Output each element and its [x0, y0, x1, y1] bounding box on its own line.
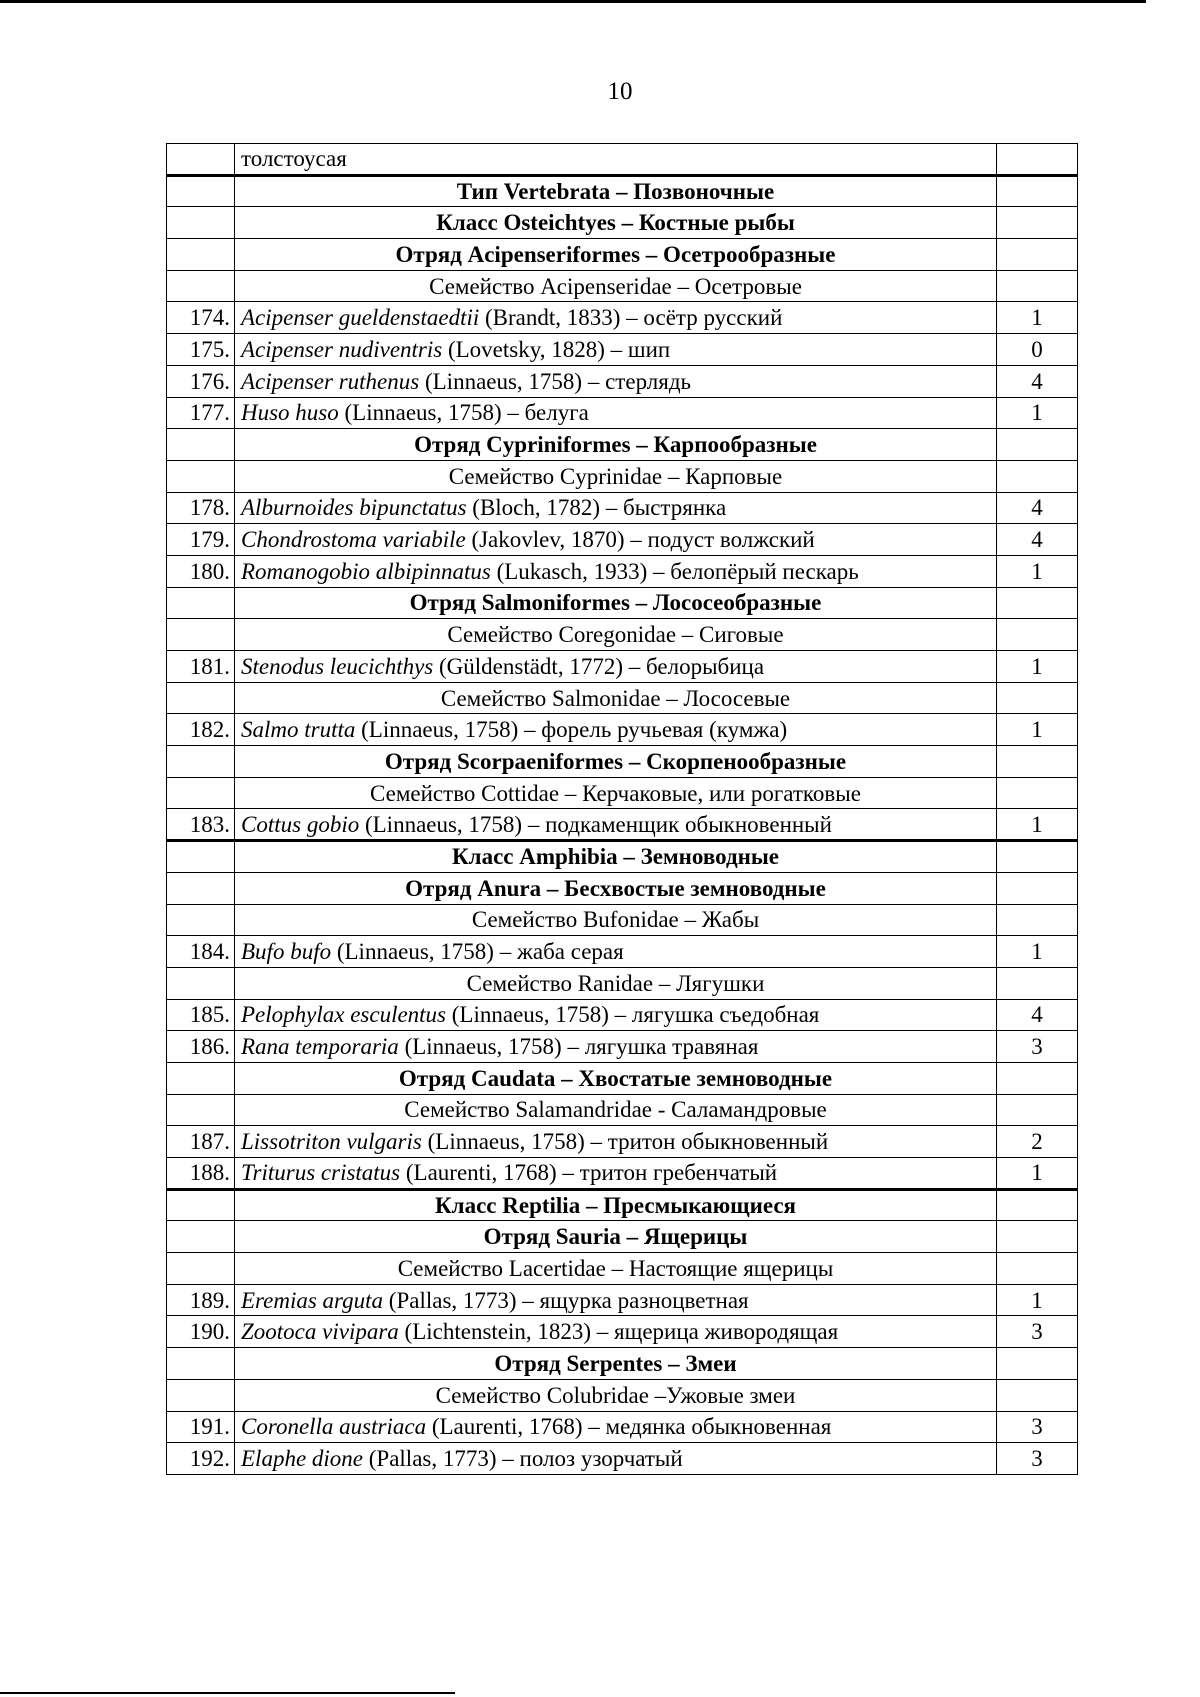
taxon-header: Отряд Salmoniformes – Лососеобразные	[235, 587, 997, 619]
species-author-common-name: (Linnaeus, 1758) – жаба серая	[331, 939, 624, 965]
category-cell	[997, 1379, 1078, 1411]
rarity-category: 3	[997, 1443, 1078, 1475]
taxon-header: Отряд Acipenseriformes – Осетрообразные	[235, 239, 997, 271]
taxon-header: Тип Vertebrata – Позвоночные	[235, 175, 997, 207]
row-number: 183.	[167, 809, 235, 841]
species-row	[167, 809, 1078, 841]
category-cell	[997, 904, 1078, 936]
species-latin-name: Elaphe dione	[241, 1446, 363, 1472]
species-latin-name: Romanogobio albipinnatus	[241, 558, 491, 584]
species-row	[167, 651, 1078, 683]
rarity-category: 1	[997, 936, 1078, 968]
species-author-common-name: (Linnaeus, 1758) – белуга	[338, 400, 589, 426]
species-author-common-name: (Linnaeus, 1758) – лягушка съедобная	[446, 1002, 820, 1028]
row-number: 191.	[167, 1411, 235, 1443]
species-row	[167, 1031, 1078, 1063]
taxon-header-row	[167, 239, 1078, 271]
species-name	[235, 302, 997, 334]
scan-edge-bottom	[0, 1692, 455, 1694]
species-name	[235, 1126, 997, 1158]
category-cell	[997, 239, 1078, 271]
rarity-category: 1	[997, 397, 1078, 429]
category-cell	[997, 144, 1078, 176]
family-header-row	[167, 777, 1078, 809]
category-cell	[997, 1062, 1078, 1094]
rarity-category: 1	[997, 1158, 1078, 1190]
species-row	[167, 1443, 1078, 1475]
family-header: Семейство Ranidae – Лягушки	[235, 967, 997, 999]
species-latin-name: Eremias arguta	[241, 1287, 384, 1313]
rarity-category: 3	[997, 1316, 1078, 1348]
category-cell	[997, 872, 1078, 904]
row-number-cell	[167, 239, 235, 271]
row-number-cell	[167, 777, 235, 809]
taxon-header: Класс Reptilia – Пресмыкающиеся	[235, 1189, 997, 1221]
rarity-category: 4	[997, 492, 1078, 524]
row-number: 175.	[167, 334, 235, 366]
family-header: Семейство Cyprinidae – Карповые	[235, 460, 997, 492]
species-name	[235, 1284, 997, 1316]
species-name	[235, 365, 997, 397]
row-number: 178.	[167, 492, 235, 524]
species-latin-name: Acipenser ruthenus	[241, 368, 420, 394]
species-latin-name: Stenodus leucichthys	[241, 653, 434, 679]
scan-edge-top	[0, 0, 1146, 3]
species-author-common-name: (Brandt, 1833) – осётр русский	[479, 305, 783, 331]
taxon-header: Отряд Serpentes – Змеи	[235, 1348, 997, 1380]
species-author-common-name: (Linnaeus, 1758) – стерлядь	[419, 368, 692, 394]
rarity-category: 1	[997, 651, 1078, 683]
row-number-cell	[167, 175, 235, 207]
row-number: 188.	[167, 1158, 235, 1190]
row-number-cell	[167, 682, 235, 714]
taxon-header-row	[167, 746, 1078, 778]
species-latin-name: Alburnoides bipunctatus	[241, 495, 467, 521]
category-cell	[997, 777, 1078, 809]
species-name	[235, 524, 997, 556]
rarity-category: 0	[997, 334, 1078, 366]
row-number: 180.	[167, 555, 235, 587]
taxon-header: Отряд Cypriniformes – Карпообразные	[235, 429, 997, 461]
family-header: Семейство Coregonidae – Сиговые	[235, 619, 997, 651]
species-author-common-name: (Laurenti, 1768) – тритон гребенчатый	[400, 1160, 778, 1186]
row-number-cell	[167, 1348, 235, 1380]
species-name	[235, 1158, 997, 1190]
family-header-row	[167, 619, 1078, 651]
continuation-row	[167, 144, 1078, 176]
family-header-row	[167, 967, 1078, 999]
category-cell	[997, 619, 1078, 651]
species-author-common-name: (Linnaeus, 1758) – тритон обыкновенный	[421, 1129, 829, 1155]
taxon-header: Класс Osteichtyes – Костные рыбы	[235, 207, 997, 239]
species-name	[235, 1443, 997, 1475]
row-number-cell	[167, 1189, 235, 1221]
species-author-common-name: (Jakovlev, 1870) – подуст волжский	[465, 527, 815, 553]
row-number-cell	[167, 207, 235, 239]
category-cell	[997, 207, 1078, 239]
taxon-header: Класс Amphibia – Земноводные	[235, 841, 997, 873]
species-row	[167, 1126, 1078, 1158]
species-author-common-name: (Lukasch, 1933) – белопёрый пескарь	[490, 558, 859, 584]
family-header-row	[167, 904, 1078, 936]
row-number: 186.	[167, 1031, 235, 1063]
row-number-cell	[167, 619, 235, 651]
category-cell	[997, 1189, 1078, 1221]
family-header: Семейство Salmonidae – Лососевые	[235, 682, 997, 714]
species-row	[167, 524, 1078, 556]
row-number: 190.	[167, 1316, 235, 1348]
family-header-row	[167, 1379, 1078, 1411]
row-number: 187.	[167, 1126, 235, 1158]
species-author-common-name: (Güldenstädt, 1772) – белорыбица	[433, 653, 765, 679]
species-latin-name: Triturus cristatus	[241, 1160, 401, 1186]
family-header-row	[167, 1253, 1078, 1285]
family-header: Семейство Bufonidae – Жабы	[235, 904, 997, 936]
category-cell	[997, 429, 1078, 461]
species-row	[167, 397, 1078, 429]
species-name	[235, 651, 997, 683]
category-cell	[997, 1348, 1078, 1380]
species-latin-name: Rana temporaria	[241, 1034, 399, 1060]
species-latin-name: Acipenser nudiventris	[241, 336, 443, 362]
row-number-cell	[167, 460, 235, 492]
species-row	[167, 302, 1078, 334]
species-latin-name: Pelophylax esculentus	[241, 1002, 447, 1028]
category-cell	[997, 1253, 1078, 1285]
row-number: 174.	[167, 302, 235, 334]
page-number: 10	[607, 78, 633, 105]
species-row	[167, 999, 1078, 1031]
taxon-header: Отряд Scorpaeniformes – Скорпенообразные	[235, 746, 997, 778]
taxon-header-row	[167, 841, 1078, 873]
row-number-cell	[167, 746, 235, 778]
rarity-category: 1	[997, 714, 1078, 746]
taxon-header-row	[167, 207, 1078, 239]
row-number: 184.	[167, 936, 235, 968]
category-cell	[997, 270, 1078, 302]
taxon-header-row	[167, 1189, 1078, 1221]
species-row	[167, 1411, 1078, 1443]
family-header-row	[167, 270, 1078, 302]
species-latin-name: Huso huso	[241, 400, 339, 426]
row-number-cell	[167, 1221, 235, 1253]
species-name	[235, 397, 997, 429]
taxon-header-row	[167, 587, 1078, 619]
continuation-text: толстоусая	[235, 144, 997, 176]
rarity-category: 4	[997, 524, 1078, 556]
species-row	[167, 1284, 1078, 1316]
category-cell	[997, 1221, 1078, 1253]
taxon-header: Отряд Caudata – Хвостатые земноводные	[235, 1062, 997, 1094]
species-name	[235, 1316, 997, 1348]
species-name	[235, 1031, 997, 1063]
family-header-row	[167, 1094, 1078, 1126]
category-cell	[997, 746, 1078, 778]
species-author-common-name: (Pallas, 1773) – полоз узорчатый	[363, 1446, 683, 1472]
category-cell	[997, 460, 1078, 492]
rarity-category: 3	[997, 1031, 1078, 1063]
family-header: Семейство Colubridae –Ужовые змеи	[235, 1379, 997, 1411]
category-cell	[997, 967, 1078, 999]
rarity-category: 1	[997, 555, 1078, 587]
family-header: Семейство Lacertidae – Настоящие ящерицы	[235, 1253, 997, 1285]
row-number-cell	[167, 587, 235, 619]
family-header: Семейство Cottidae – Керчаковые, или рогатковые	[235, 777, 997, 809]
rarity-category: 4	[997, 365, 1078, 397]
family-header-row	[167, 460, 1078, 492]
species-name	[235, 999, 997, 1031]
rarity-category: 3	[997, 1411, 1078, 1443]
species-row	[167, 1158, 1078, 1190]
row-number-cell	[167, 872, 235, 904]
family-header: Семейство Salamandridae - Саламандровые	[235, 1094, 997, 1126]
rarity-category: 1	[997, 302, 1078, 334]
species-row	[167, 555, 1078, 587]
row-number-cell	[167, 904, 235, 936]
species-latin-name: Salmo trutta	[241, 717, 356, 743]
row-number-cell	[167, 967, 235, 999]
taxon-header: Отряд Sauria – Ящерицы	[235, 1221, 997, 1253]
row-number-cell	[167, 1253, 235, 1285]
species-name	[235, 809, 997, 841]
taxon-header-row	[167, 1221, 1078, 1253]
taxon-header-row	[167, 1348, 1078, 1380]
species-row	[167, 714, 1078, 746]
species-author-common-name: (Linnaeus, 1758) – лягушка травяная	[398, 1034, 759, 1060]
rarity-category: 1	[997, 809, 1078, 841]
row-number: 177.	[167, 397, 235, 429]
rarity-category: 4	[997, 999, 1078, 1031]
species-latin-name: Cottus gobio	[241, 811, 360, 837]
row-number: 185.	[167, 999, 235, 1031]
species-name	[235, 492, 997, 524]
family-header: Семейство Acipenseridae – Осетровые	[235, 270, 997, 302]
taxon-header-row	[167, 175, 1078, 207]
rarity-category: 2	[997, 1126, 1078, 1158]
species-author-common-name: (Linnaeus, 1758) – форель ручьевая (кумжа)	[355, 717, 788, 743]
taxon-header: Отряд Anura – Бесхвостые земноводные	[235, 872, 997, 904]
row-number: 189.	[167, 1284, 235, 1316]
row-number-cell	[167, 429, 235, 461]
row-number-cell	[167, 1379, 235, 1411]
taxon-header-row	[167, 872, 1078, 904]
category-cell	[997, 841, 1078, 873]
category-cell	[997, 587, 1078, 619]
species-name	[235, 1411, 997, 1443]
species-author-common-name: (Bloch, 1782) – быстрянка	[466, 495, 727, 521]
species-table-body	[167, 144, 1078, 1475]
row-number: 182.	[167, 714, 235, 746]
species-row	[167, 365, 1078, 397]
species-name	[235, 334, 997, 366]
row-number-cell	[167, 270, 235, 302]
species-author-common-name: (Linnaeus, 1758) – подкаменщик обыкновенный	[359, 811, 832, 837]
category-cell	[997, 682, 1078, 714]
species-author-common-name: (Pallas, 1773) – ящурка разноцветная	[383, 1287, 749, 1313]
species-name	[235, 714, 997, 746]
row-number: 179.	[167, 524, 235, 556]
species-latin-name: Bufo bufo	[241, 939, 332, 965]
species-latin-name: Chondrostoma variabile	[241, 527, 466, 553]
taxon-header-row	[167, 1062, 1078, 1094]
species-name	[235, 936, 997, 968]
row-number: 176.	[167, 365, 235, 397]
family-header-row	[167, 682, 1078, 714]
species-author-common-name: (Lovetsky, 1828) – шип	[442, 336, 671, 362]
species-author-common-name: (Lichtenstein, 1823) – ящерица живородящая	[398, 1319, 839, 1345]
species-name	[235, 555, 997, 587]
species-row	[167, 492, 1078, 524]
species-row	[167, 334, 1078, 366]
category-cell	[997, 175, 1078, 207]
species-latin-name: Coronella austriaca	[241, 1414, 427, 1440]
row-number-cell	[167, 144, 235, 176]
taxon-header-row	[167, 429, 1078, 461]
rarity-category: 1	[997, 1284, 1078, 1316]
species-latin-name: Zootoca vivipara	[241, 1319, 399, 1345]
category-cell	[997, 1094, 1078, 1126]
species-row	[167, 1316, 1078, 1348]
species-table	[166, 143, 1078, 1475]
row-number-cell	[167, 1062, 235, 1094]
species-author-common-name: (Laurenti, 1768) – медянка обыкновенная	[426, 1414, 832, 1440]
species-latin-name: Acipenser gueldenstaedtii	[241, 305, 480, 331]
row-number: 181.	[167, 651, 235, 683]
row-number-cell	[167, 841, 235, 873]
species-row	[167, 936, 1078, 968]
row-number: 192.	[167, 1443, 235, 1475]
row-number-cell	[167, 1094, 235, 1126]
species-latin-name: Lissotriton vulgaris	[241, 1129, 422, 1155]
